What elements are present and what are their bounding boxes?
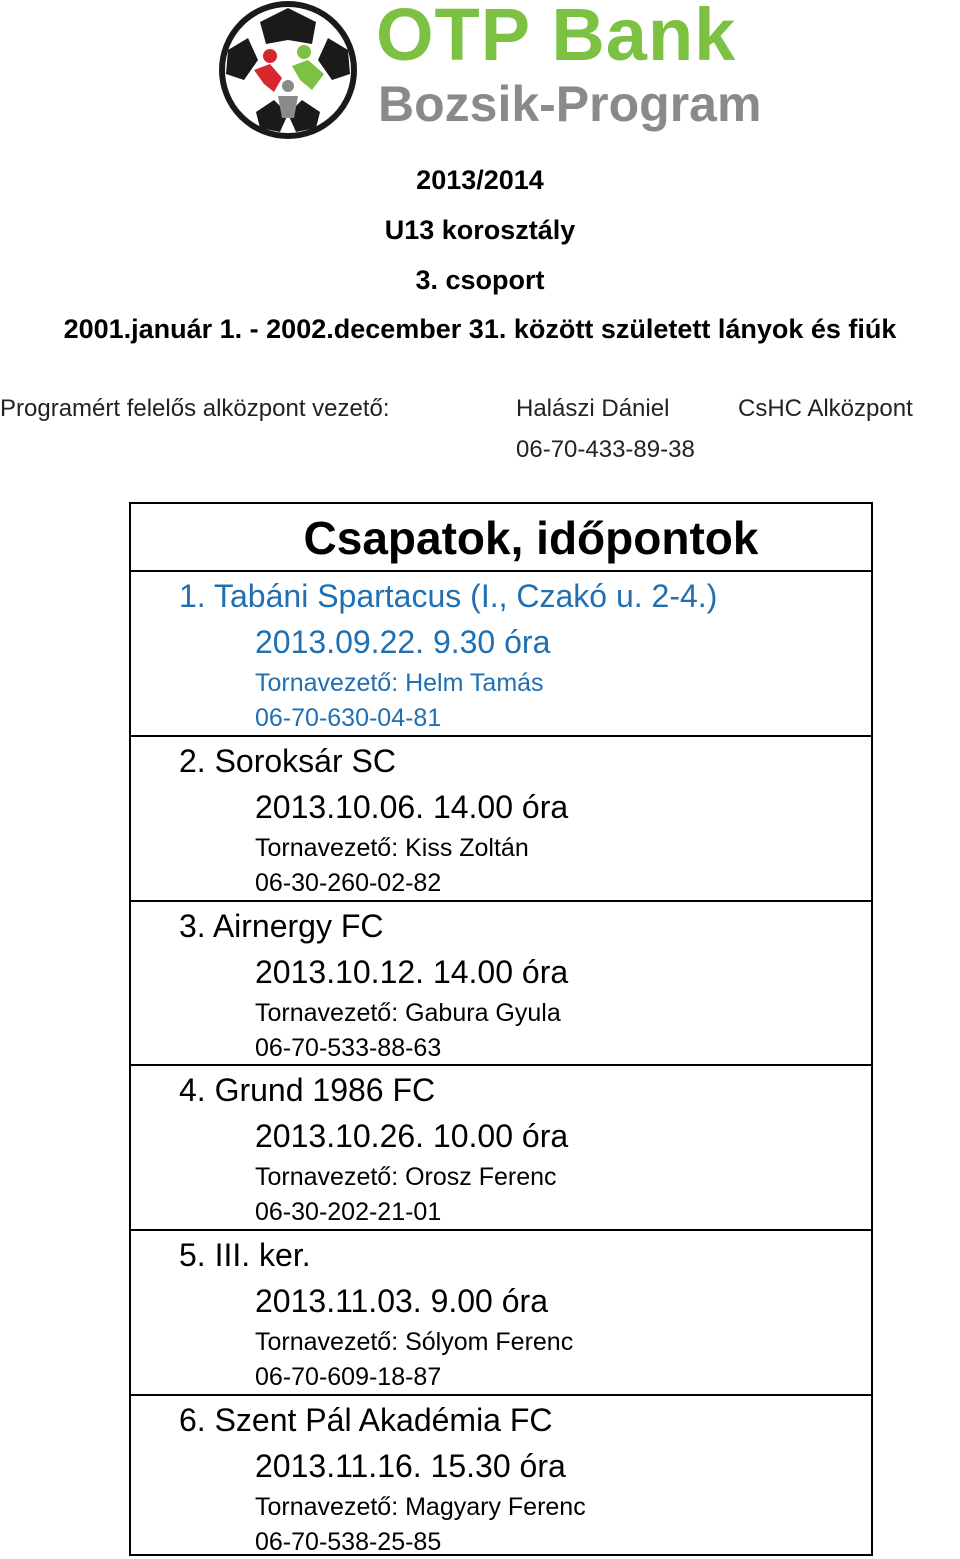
team-name: 1. Tabáni Spartacus (I., Czakó u. 2-4.) (179, 578, 718, 614)
schedule-entry (131, 1396, 871, 1554)
leader-phone: 06-30-202-21-01 (255, 1198, 442, 1226)
leader-phone: 06-70-533-88-63 (255, 1034, 442, 1062)
responsible-phone: 06-70-433-89-38 (516, 436, 695, 463)
match-datetime: 2013.11.16. 15.30 óra (255, 1448, 566, 1484)
match-datetime: 2013.09.22. 9.30 óra (255, 624, 551, 660)
tournament-leader: Tornavezető: Magyary Ferenc (255, 1493, 586, 1521)
responsible-label: Programért felelős alközpont vezető: (0, 395, 390, 422)
schedule-entry (131, 572, 871, 737)
logo-subtitle: Bozsik-Program (378, 76, 762, 132)
tournament-leader: Tornavezető: Helm Tamás (255, 669, 544, 697)
team-name: 5. III. ker. (179, 1237, 311, 1273)
group: 3. csoport (415, 265, 545, 295)
otp-bozsik-logo (208, 0, 808, 140)
season: 2013/2014 (416, 165, 544, 195)
leader-phone: 06-70-630-04-81 (255, 704, 442, 732)
team-name: 6. Szent Pál Akadémia FC (179, 1402, 553, 1438)
soccer-ball-icon (208, 0, 368, 140)
team-name: 4. Grund 1986 FC (179, 1072, 436, 1108)
schedule-title: Csapatok, időpontok (131, 504, 871, 572)
schedule-entry (131, 1066, 871, 1231)
responsible-name: Halászi Dániel (516, 395, 670, 422)
schedule-entry (131, 1231, 871, 1396)
match-datetime: 2013.10.26. 10.00 óra (255, 1118, 569, 1154)
match-datetime: 2013.10.12. 14.00 óra (255, 954, 569, 990)
age-group: U13 korosztály (384, 215, 576, 245)
responsible-center: CsHC Alközpont (738, 395, 913, 422)
schedule-entry (131, 737, 871, 902)
tournament-leader: Tornavezető: Orosz Ferenc (255, 1163, 557, 1191)
eligibility: 2001.január 1. - 2002.december 31. között született lányok és fiúk (63, 314, 897, 344)
leader-phone: 06-70-609-18-87 (255, 1363, 442, 1391)
schedule-table (129, 502, 873, 1556)
team-name: 2. Soroksár SC (179, 743, 396, 779)
tournament-leader: Tornavezető: Sólyom Ferenc (255, 1328, 574, 1356)
schedule-entry (131, 902, 871, 1066)
tournament-leader: Tornavezető: Gabura Gyula (255, 999, 561, 1027)
team-name: 3. Airnergy FC (179, 908, 384, 944)
logo-title: OTP Bank (376, 0, 737, 76)
leader-phone: 06-30-260-02-82 (255, 869, 442, 897)
match-datetime: 2013.11.03. 9.00 óra (255, 1283, 548, 1319)
match-datetime: 2013.10.06. 14.00 óra (255, 789, 569, 825)
leader-phone: 06-70-538-25-85 (255, 1528, 442, 1556)
tournament-leader: Tornavezető: Kiss Zoltán (255, 834, 529, 862)
